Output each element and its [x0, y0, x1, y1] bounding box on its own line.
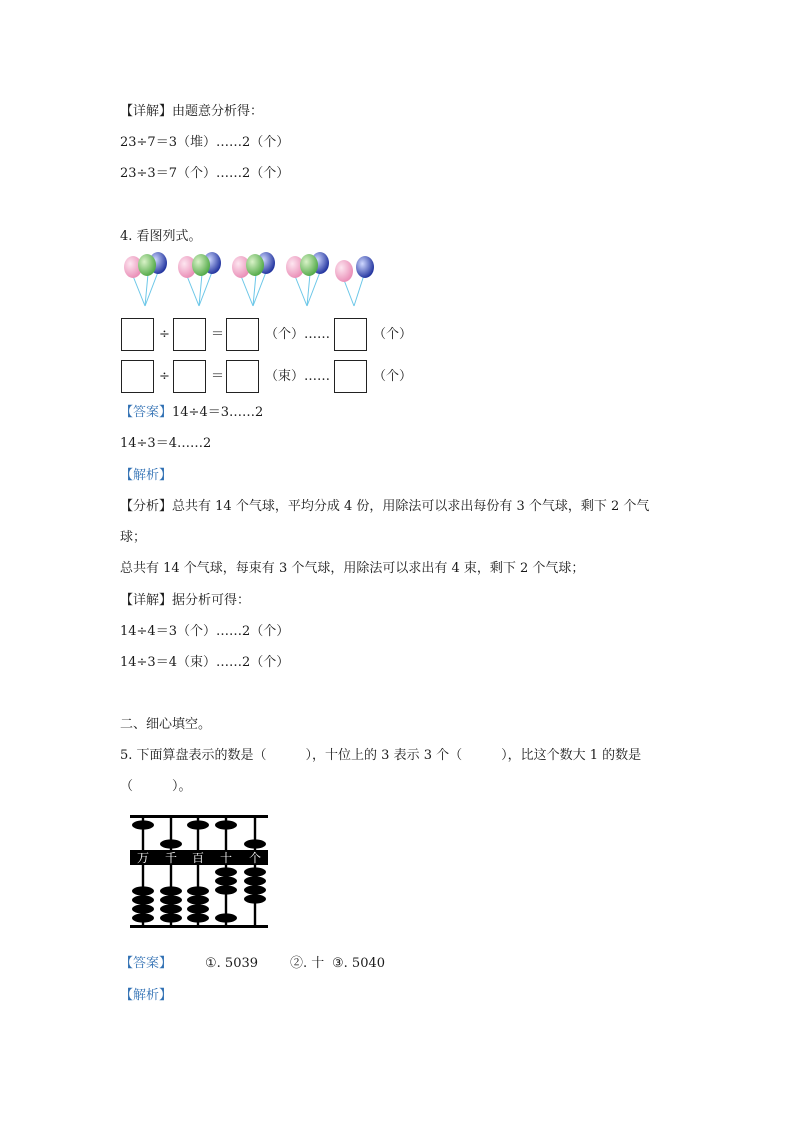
abacus-place-label: 十 — [219, 851, 233, 865]
balloon-group-4 — [286, 252, 329, 306]
abacus-lower-bead — [132, 913, 154, 922]
abacus-lower-bead — [160, 886, 182, 895]
q5-answer-3: ③. 5040 — [332, 956, 386, 971]
divide-sign-1: ÷ — [159, 327, 170, 342]
abacus-lower-bead-active — [244, 894, 266, 903]
equation-23-7: 23÷7＝3（堆）……2（个） — [120, 135, 290, 150]
abacus-lower-bead-active — [244, 876, 266, 885]
abacus-lower-bead-active — [215, 876, 237, 885]
equation-14-3: 14÷3＝4（束）……2（个） — [120, 655, 290, 670]
balloon-group-2 — [178, 252, 221, 306]
fenxi-line-2: 球； — [120, 530, 147, 545]
blank-box-5[interactable] — [121, 360, 154, 393]
abacus-lower-bead — [160, 904, 182, 913]
abacus-lower-bead — [132, 886, 154, 895]
q5-answer-2: ②. 十 — [290, 956, 325, 971]
abacus-lower-bead-active — [244, 885, 266, 894]
q5-answer-label: 【答案】 — [120, 956, 173, 971]
section-title: 二、细心填空。 — [120, 717, 212, 732]
abacus-place-label: 万 — [136, 851, 150, 865]
abacus-lower-bead — [160, 913, 182, 922]
fenxi-text-1: 总共有 14 个气球，平均分成 4 份，用除法可以求出每份有 3 个气球，剩下 2 个气 — [172, 499, 650, 514]
abacus-lower-bead-active — [215, 867, 237, 876]
unit-label-2a: （束）…… — [265, 369, 331, 384]
abacus-lower-bead — [132, 895, 154, 904]
balloons-illustration — [120, 250, 390, 312]
q5-analysis-label: 【解析】 — [120, 988, 173, 1003]
abacus-place-label: 千 — [164, 851, 178, 865]
detail-label-q4: 【详解】 — [120, 593, 173, 608]
abacus-lower-bead-active — [244, 867, 266, 876]
analysis-label: 【解析】 — [120, 468, 173, 483]
q5-answer-1: ①. 5039 — [205, 956, 259, 971]
answer-text-1: 14÷4＝3……2 — [172, 405, 264, 420]
equation-23-3: 23÷3＝7（个）……2（个） — [120, 166, 290, 181]
abacus-lower-bead — [187, 904, 209, 913]
equals-sign-2: ＝ — [211, 369, 225, 384]
abacus-lower-bead — [215, 913, 237, 922]
abacus-upper-bead — [244, 839, 266, 848]
balloon-group-5 — [335, 256, 374, 306]
abacus-upper-bead — [215, 820, 237, 829]
equation-14-4: 14÷4＝3（个）……2（个） — [120, 624, 290, 639]
balloon-group-1 — [124, 252, 167, 306]
q4-title: 4. 看图列式。 — [120, 229, 202, 244]
answer-line-2: 14÷3＝4……2 — [120, 436, 212, 451]
abacus-upper-bead — [160, 839, 182, 848]
abacus-lower-bead — [187, 913, 209, 922]
detail-line-q4 — [120, 592, 250, 610]
abacus-lower-bead — [132, 904, 154, 913]
blank-box-6[interactable] — [173, 360, 206, 393]
q5-answer-line — [120, 955, 385, 973]
answer-line-1 — [120, 404, 263, 422]
equals-sign-1: ＝ — [211, 327, 225, 342]
abacus-place-label: 个 — [248, 851, 262, 865]
abacus — [128, 812, 270, 932]
blank-box-3[interactable] — [226, 318, 259, 351]
detail-text-q4: 据分析可得： — [172, 593, 251, 608]
fenxi-line-3: 总共有 14 个气球，每束有 3 个气球，用除法可以求出有 4 束，剩下 2 个气球； — [120, 561, 585, 576]
blank-box-2[interactable] — [173, 318, 206, 351]
unit-label-1b: （个） — [373, 327, 413, 342]
abacus-upper-bead — [187, 820, 209, 829]
answer-label: 【答案】 — [120, 405, 173, 420]
abacus-upper-bead — [132, 820, 154, 829]
divide-sign-2: ÷ — [159, 369, 170, 384]
abacus-place-label: 百 — [191, 851, 205, 865]
detail-line-top — [120, 103, 263, 121]
fenxi-label: 【分析】 — [120, 499, 173, 514]
blank-box-7[interactable] — [226, 360, 259, 393]
q5-text-line-2: （ ）。 — [120, 779, 192, 794]
blank-box-8[interactable] — [334, 360, 367, 393]
abacus-lower-bead-active — [215, 885, 237, 894]
abacus-lower-bead — [160, 895, 182, 904]
q5-text-line-1: 5. 下面算盘表示的数是（ ），十位上的 3 表示 3 个（ ），比这个数大 1 的数是 — [120, 748, 642, 763]
blank-box-4[interactable] — [334, 318, 367, 351]
unit-label-1a: （个）…… — [265, 327, 331, 342]
detail-label: 【详解】 — [120, 104, 173, 119]
abacus-lower-bead — [187, 895, 209, 904]
abacus-lower-bead — [187, 886, 209, 895]
balloon-group-3 — [232, 252, 275, 306]
blank-box-1[interactable] — [121, 318, 154, 351]
fenxi-line-1 — [120, 498, 649, 516]
unit-label-2b: （个） — [373, 369, 413, 384]
detail-text: 由题意分析得： — [172, 104, 264, 119]
